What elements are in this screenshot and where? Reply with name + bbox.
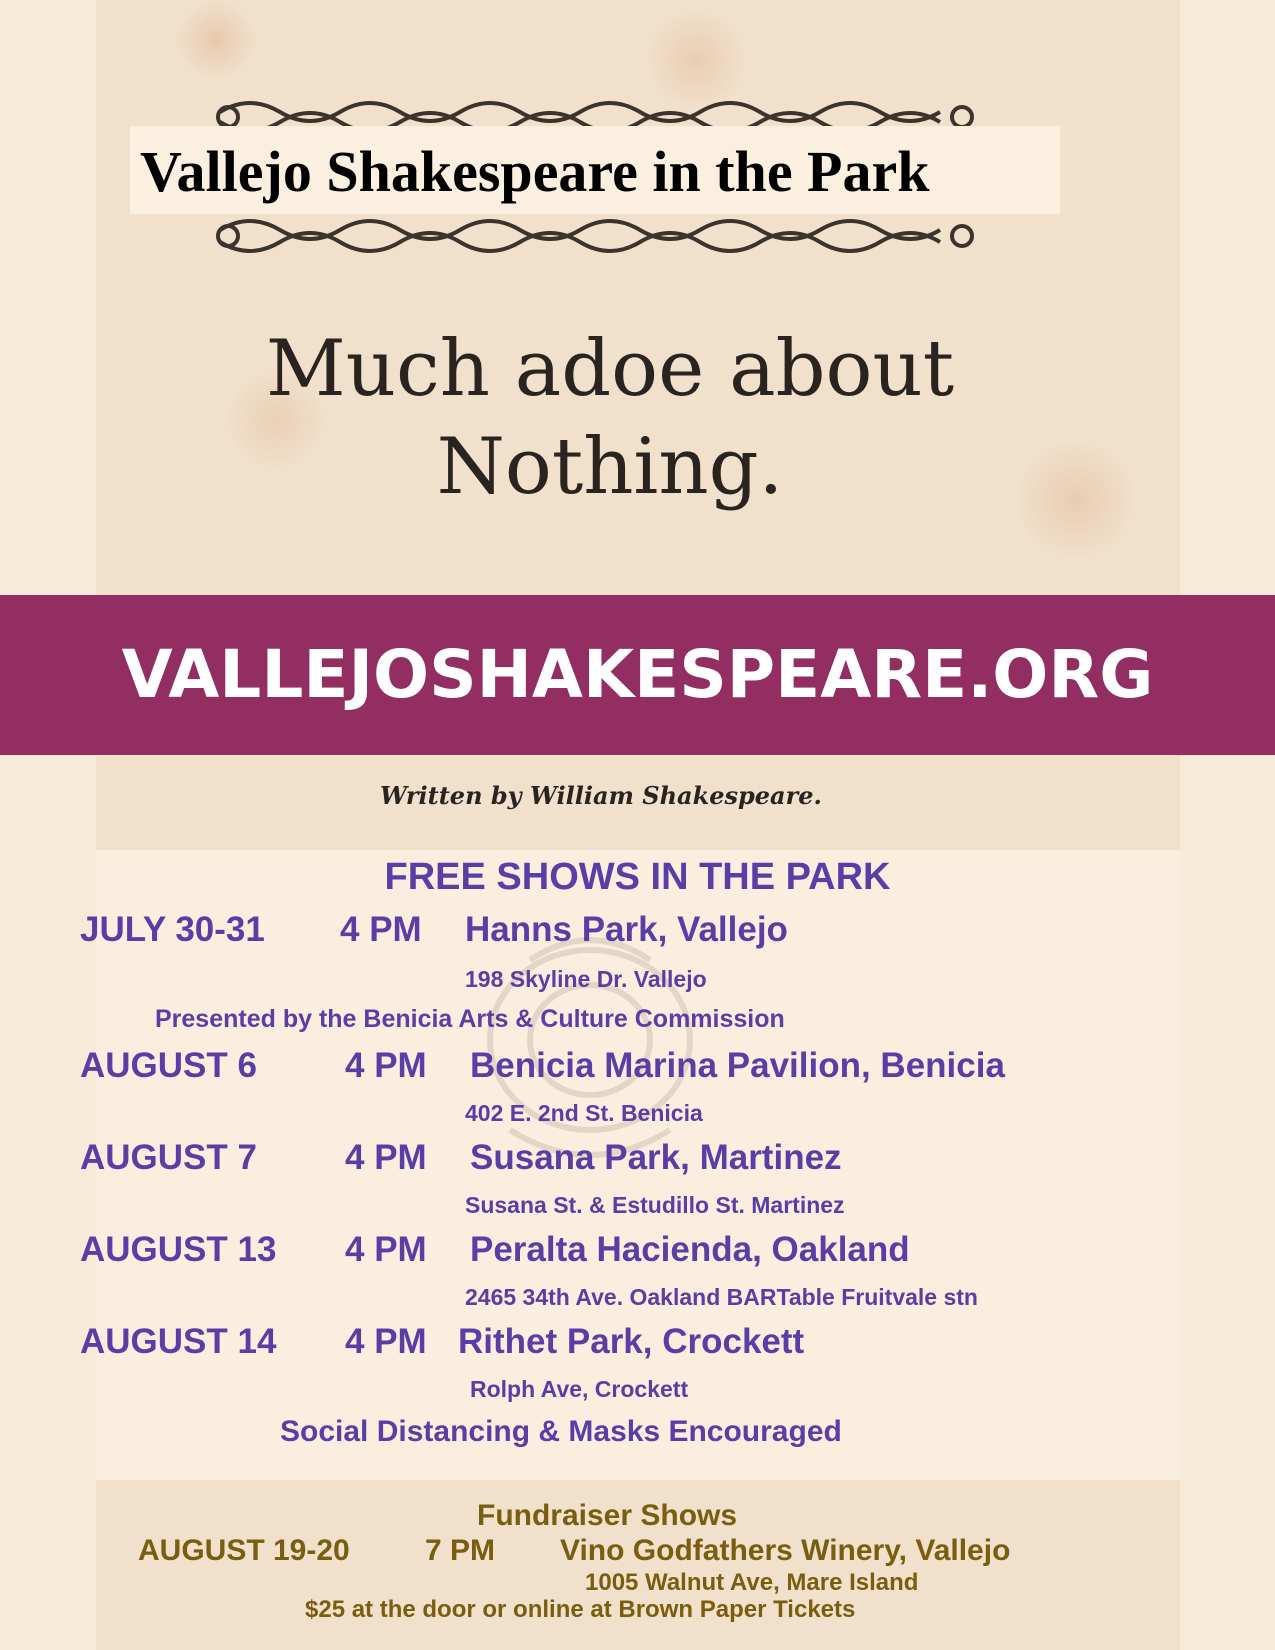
event-time: 4 PM [345,1138,427,1177]
event-address: 198 Skyline Dr. Vallejo [465,966,707,992]
play-title-line-2: Nothing. [436,422,784,512]
fundraiser-venue: Vino Godfathers Winery, Vallejo [560,1534,1011,1567]
website-banner [0,595,1275,755]
event-venue: Susana Park, Martinez [470,1138,842,1177]
presented-by: Presented by the Benicia Arts & Culture Commission [155,1005,785,1033]
fundraiser-date: AUGUST 19-20 [138,1534,350,1567]
event-address: 2465 34th Ave. Oakland BARTable Fruitvale stn [465,1284,978,1310]
free-shows-heading: FREE SHOWS IN THE PARK [384,856,891,898]
event-time: 4 PM [340,910,422,949]
event-venue: Peralta Hacienda, Oakland [470,1230,910,1269]
fundraiser-address: 1005 Walnut Ave, Mare Island [585,1569,919,1596]
event-venue: Hanns Park, Vallejo [465,910,788,949]
event-date: AUGUST 6 [80,1046,257,1085]
event-venue: Rithet Park, Crockett [458,1322,805,1361]
event-date: AUGUST 14 [80,1322,277,1361]
event-date: AUGUST 7 [80,1138,257,1177]
fundraiser-tickets: $25 at the door or online at Brown Paper Tickets [305,1596,856,1623]
written-by: Written by William Shakespeare. [380,781,822,810]
event-address: 402 E. 2nd St. Benicia [465,1100,703,1126]
event-address: Rolph Ave, Crockett [470,1376,689,1402]
page-title: Vallejo Shakespeare in the Park [140,139,930,204]
event-time: 4 PM [345,1322,427,1361]
play-title [200,320,1020,516]
event-venue: Benicia Marina Pavilion, Benicia [470,1046,1005,1085]
safety-notice: Social Distancing & Masks Encouraged [280,1415,842,1448]
event-time: 4 PM [345,1230,427,1269]
event-time: 4 PM [345,1046,427,1085]
event-date: JULY 30-31 [80,910,265,949]
fundraiser-heading: Fundraiser Shows [477,1499,738,1532]
event-date: AUGUST 13 [80,1230,277,1269]
fundraiser-time: 7 PM [425,1534,496,1567]
event-address: Susana St. & Estudillo St. Martinez [465,1192,845,1218]
website-url: VALLEJOSHAKESPEARE.ORG [121,636,1154,713]
play-title-line-1: Much adoe about [265,324,955,414]
